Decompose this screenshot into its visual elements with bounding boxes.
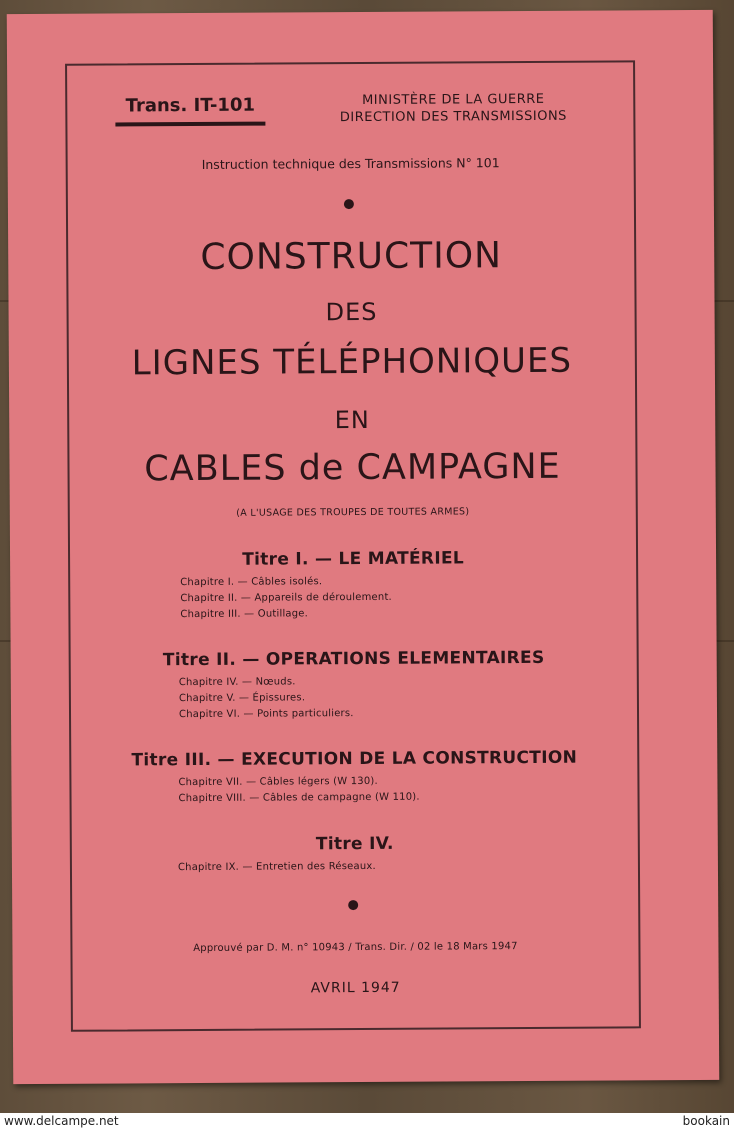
booklet-cover <box>7 10 720 1084</box>
chapter-title: — Entretien des Réseaux. <box>242 860 376 873</box>
chapter-item <box>179 676 296 688</box>
chapter-number: Chapitre II. <box>180 592 238 605</box>
chapter-title: — Points particuliers. <box>243 708 354 720</box>
chapter-item <box>180 576 322 588</box>
chapter-item <box>178 861 376 873</box>
chapter-title: — Appareils de déroulement. <box>240 591 392 604</box>
watermark-strip <box>0 1113 734 1131</box>
approval-line: Approuvé par D. M. n° 10943 / Trans. Dir. / 02 le 18 Mars 1947 <box>193 941 518 955</box>
publication-date: AVRIL 1947 <box>310 979 401 997</box>
chapter-title: — Câbles isolés. <box>237 576 323 588</box>
chapter-item <box>179 792 420 804</box>
chapter-number: Chapitre III. <box>180 608 241 621</box>
watermark-left: www.delcampe.net <box>4 1114 119 1128</box>
cover-frame <box>65 60 641 1031</box>
watermark-right: bookain <box>682 1114 730 1128</box>
titre-heading: Titre I. — LE MATÉRIEL <box>242 548 465 570</box>
titre-heading: Titre IV. <box>315 833 394 855</box>
chapter-item <box>178 776 378 788</box>
subtitle: (A L'USAGE DES TROUPES DE TOUTES ARMES) <box>236 506 470 519</box>
chapter-title: — Câbles légers (W 130). <box>246 775 378 788</box>
title-cables: CABLES de CAMPAGNE <box>144 446 561 490</box>
series-code: Trans. IT-101 <box>115 95 265 127</box>
title-lignes: LIGNES TÉLÉPHONIQUES <box>131 340 573 384</box>
ministry-block <box>303 91 603 127</box>
title-en: EN <box>334 405 370 435</box>
chapter-number: Chapitre VIII. <box>178 792 246 805</box>
chapter-title: — Câbles de campagne (W 110). <box>249 791 420 804</box>
chapter-number: Chapitre VI. <box>178 708 241 721</box>
chapter-number: Chapitre V. <box>178 692 236 705</box>
titre-heading: Titre III. — EXECUTION DE LA CONSTRUCTION <box>131 747 578 771</box>
chapter-title: — Nœuds. <box>241 676 296 688</box>
chapter-number: Chapitre I. <box>180 576 235 589</box>
chapter-number: Chapitre IX. <box>177 861 240 874</box>
chapter-item <box>179 708 354 720</box>
bullet-dot <box>344 199 354 209</box>
instruction-line: Instruction technique des Transmissions N° 101 <box>201 155 500 172</box>
chapter-item <box>180 592 392 604</box>
chapter-item <box>180 608 308 620</box>
chapter-title: — Épissures. <box>238 692 306 704</box>
chapter-item <box>179 692 305 704</box>
bullet-dot <box>348 900 358 910</box>
chapter-number: Chapitre IV. <box>178 676 239 689</box>
chapter-number: Chapitre VII. <box>178 776 243 789</box>
chapter-title: — Outillage. <box>244 608 309 620</box>
titre-heading: Titre II. — OPERATIONS ELEMENTAIRES <box>162 647 545 671</box>
title-construction: CONSTRUCTION <box>200 235 503 278</box>
ministry-name: MINISTÈRE DE LA GUERRE <box>362 91 545 108</box>
direction-name: DIRECTION DES TRANSMISSIONS <box>339 108 567 126</box>
title-des: DES <box>325 297 378 327</box>
